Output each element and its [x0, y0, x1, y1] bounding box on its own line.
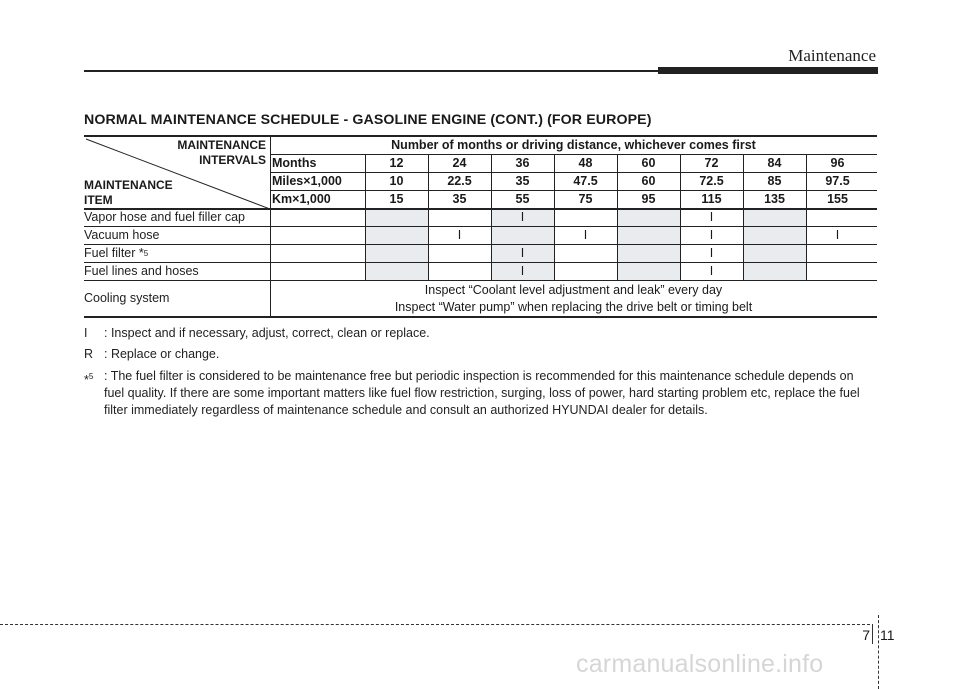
legend-symbol [84, 346, 93, 363]
notes [84, 325, 874, 423]
legend-symbol [84, 325, 87, 342]
legend-symbol [84, 368, 93, 389]
interval-value: 95 [641, 192, 656, 206]
item-name-text: Vapor hose and fuel filler cap [84, 210, 245, 224]
interval-value: 35 [452, 192, 467, 206]
inspect-mark: I [520, 264, 525, 278]
corner-item-line2: ITEM [84, 193, 113, 207]
legend-symbol-text: I [84, 326, 88, 340]
inspect-mark: I [520, 210, 525, 224]
item-name-text: Vacuum hose [84, 228, 160, 242]
interval-value: 48 [578, 156, 593, 170]
corner-item-label [84, 178, 173, 208]
item-name-text: Fuel filter * [84, 246, 144, 260]
legend-text: : Replace or change. [104, 347, 220, 362]
interval-value: 72 [704, 156, 719, 170]
header-accent-bar [658, 67, 878, 74]
inspect-mark: I [583, 228, 588, 242]
interval-value: 12 [389, 156, 404, 170]
header-under-rule [270, 154, 877, 155]
interval-column-rule [365, 154, 366, 280]
interval-value: 35 [515, 174, 530, 188]
item-name [84, 226, 270, 244]
item-row-rule [84, 244, 877, 245]
interval-value: 115 [701, 192, 722, 206]
interval-column-rule [743, 154, 744, 280]
interval-value: 47.5 [573, 174, 598, 188]
footer-vertical-rule [878, 615, 879, 689]
corner-intervals-line1: MAINTENANCE [177, 138, 266, 152]
header-rule [84, 70, 658, 72]
interval-value: 84 [767, 156, 782, 170]
interval-row-rule [270, 190, 877, 191]
cooling-note-line2: Inspect “Water pump” when replacing the drive belt or timing belt [394, 299, 753, 314]
header-bottom-rule [84, 208, 877, 210]
interval-column-rule [554, 154, 555, 280]
interval-value: 60 [641, 156, 656, 170]
page-number: 11 [880, 627, 895, 643]
interval-value: 135 [764, 192, 785, 206]
interval-value: 36 [515, 156, 530, 170]
interval-value: 96 [830, 156, 845, 170]
interval-value: 55 [515, 192, 530, 206]
inspect-mark: I [835, 228, 840, 242]
inspect-mark: I [520, 246, 525, 260]
interval-header: Number of months or driving distance, whichever comes first [391, 137, 756, 152]
page-title: NORMAL MAINTENANCE SCHEDULE - GASOLINE ENGINE (CONT.) (FOR EUROPE) [84, 112, 652, 128]
label-column-rule [270, 135, 271, 316]
section-header: Maintenance [788, 46, 876, 65]
chapter-number: 7 [862, 627, 870, 643]
footnote-ref: 5 [143, 248, 149, 258]
corner-item-line1: MAINTENANCE [84, 178, 173, 192]
item-row-rule [84, 262, 877, 263]
legend-text: : The fuel filter is considered to be maintenance free but periodic inspection is recommended for this maintenance schedule depends on fuel quality. If there are some important matters like fuel flow restriction, surging, loss of power, hard starting problem etc, replace the fuel filter immediately regardless of maintenance schedule and consult an authorized HYUNDAI dealer for details. [104, 368, 860, 418]
table-top-rule [84, 135, 877, 137]
legend-symbol-text: R [84, 347, 94, 362]
watermark: carmanualsonline.info [576, 650, 824, 678]
interval-value: 155 [827, 192, 848, 206]
legend-footnote-ref: 5 [88, 371, 94, 381]
interval-value: 97.5 [825, 174, 850, 188]
interval-column-rule [428, 154, 429, 280]
interval-value: 10 [389, 174, 404, 188]
interval-value: 85 [767, 174, 782, 188]
inspect-mark: I [709, 228, 714, 242]
item-name [84, 208, 270, 226]
item-name [84, 244, 270, 262]
inspect-mark: I [457, 228, 462, 242]
footer-dashed-rule [0, 624, 870, 625]
cooling-note-line1: Inspect “Coolant level adjustment and leak” every day [424, 282, 723, 297]
interval-row-label: Km×1,000 [272, 192, 331, 206]
table-bottom-rule [84, 316, 877, 318]
page-separator [872, 624, 873, 644]
interval-value: 75 [578, 192, 593, 206]
interval-column-rule [617, 154, 618, 280]
interval-row-label: Miles×1,000 [272, 174, 342, 188]
interval-row-rule [270, 172, 877, 173]
inspect-mark: I [709, 246, 714, 260]
legend-note [84, 368, 874, 420]
legend-symbol-text: * [84, 372, 89, 387]
interval-column-rule [680, 154, 681, 280]
interval-value: 22.5 [447, 174, 472, 188]
maintenance-table [84, 135, 877, 318]
legend-note [84, 325, 874, 342]
interval-column-rule [806, 154, 807, 280]
interval-row-label: Months [272, 156, 317, 170]
legend-note [84, 346, 874, 363]
cooling-item-name: Cooling system [84, 291, 170, 305]
interval-column-rule [491, 154, 492, 280]
interval-value: 15 [389, 192, 404, 206]
interval-value: 24 [452, 156, 467, 170]
inspect-mark: I [709, 264, 714, 278]
item-row-rule [84, 280, 877, 281]
interval-value: 72.5 [699, 174, 724, 188]
corner-intervals-line2: INTERVALS [199, 153, 266, 167]
item-name-text: Fuel lines and hoses [84, 264, 199, 278]
interval-value: 60 [641, 174, 656, 188]
inspect-mark: I [709, 210, 714, 224]
corner-intervals-label [177, 138, 266, 168]
item-row-rule [84, 226, 877, 227]
legend-text: : Inspect and if necessary, adjust, correct, clean or replace. [104, 326, 430, 340]
item-name [84, 262, 270, 280]
